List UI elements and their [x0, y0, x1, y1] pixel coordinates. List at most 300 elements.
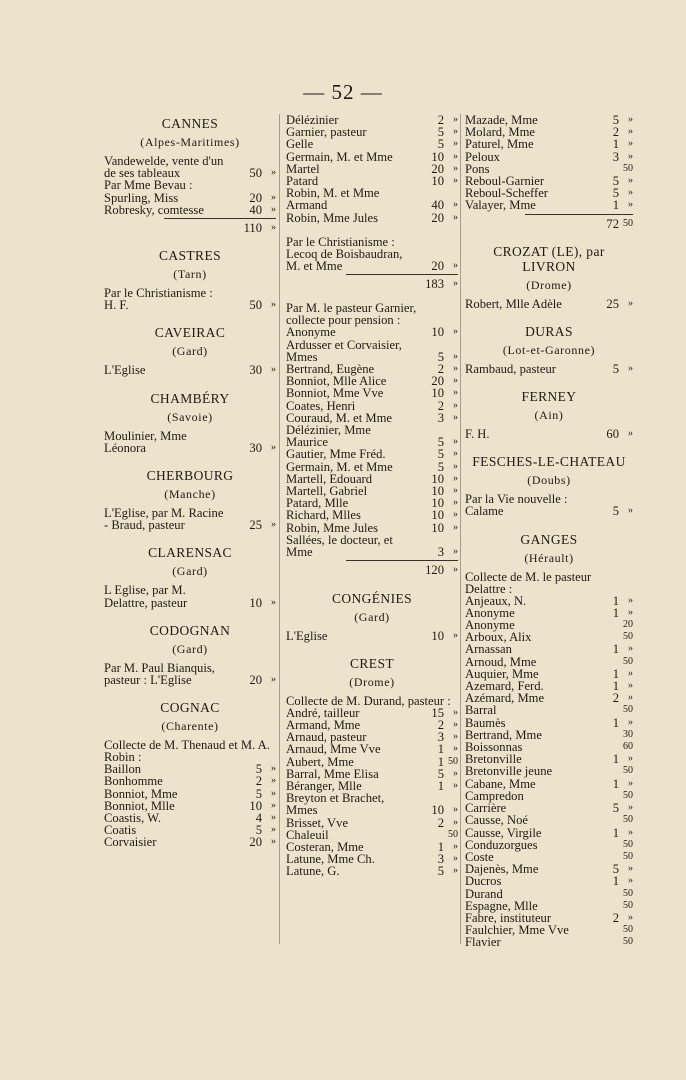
donation-entry [465, 827, 633, 839]
donor-name: Patard [286, 174, 319, 189]
section-title: FERNEY [521, 389, 577, 405]
amount-cents: » [453, 509, 458, 521]
donor-name: Anonyme [465, 605, 515, 620]
donor-name: Bonniot, Mme Vve [286, 386, 384, 401]
section-subtitle: (Ain) [534, 408, 564, 423]
amount-cents: » [453, 743, 458, 755]
total-francs: 120 [425, 563, 444, 578]
amount-cents: » [453, 853, 458, 865]
donor-name: Molard, Mme [465, 125, 535, 140]
amount-francs: 5 [612, 113, 619, 127]
amount-francs: 60 [606, 427, 619, 442]
column-1 [104, 114, 276, 849]
amount-francs: 1 [612, 137, 619, 152]
amount-francs: 5 [437, 447, 444, 462]
section-subtitle: (Doubs) [527, 473, 571, 488]
amount-francs: 4 [255, 811, 262, 826]
donation-entry [286, 151, 458, 163]
section [465, 389, 633, 440]
total-francs: 183 [425, 277, 444, 292]
amount-cents: » [453, 326, 458, 338]
donation-entry [465, 643, 633, 655]
donor-name: Spurling, Miss [104, 190, 179, 205]
donation-entry [465, 814, 633, 826]
amount-cents: » [271, 441, 276, 453]
donation-entry [104, 204, 276, 216]
amount-cents: » [271, 836, 276, 848]
amount-francs: 2 [612, 125, 619, 140]
amount-francs: 10 [431, 471, 444, 486]
amount-francs: 5 [612, 801, 619, 816]
total-cents: » [271, 222, 276, 234]
amount-francs: 10 [431, 628, 444, 643]
donor-name: Bertrand, Eugène [286, 362, 375, 377]
donor-name: Causse, Noé [465, 813, 528, 828]
donor-name: Vandewelde, vente d'un de ses tableaux [104, 154, 224, 181]
amount-francs: 30 [249, 363, 262, 378]
amount-francs: 5 [437, 137, 444, 152]
donation-entry [104, 775, 276, 787]
donor-name: Gelle [286, 137, 314, 152]
total-cents: » [453, 564, 458, 576]
donor-name: Béranger, Mlle [286, 778, 362, 793]
donor-name: Robin, Mme Jules [286, 520, 379, 535]
donation-entry [465, 595, 633, 607]
amount-francs: 25 [606, 296, 619, 311]
collection-intro: Par la Vie nouvelle : [465, 492, 568, 507]
section-subtitle: (Gard) [172, 641, 208, 656]
amount-cents: » [628, 126, 633, 138]
donation-entry [465, 765, 633, 777]
amount-cents: 50 [623, 924, 633, 936]
amount-francs: 1 [612, 776, 619, 791]
amount-francs: 2 [437, 717, 444, 732]
amount-francs: 5 [612, 186, 619, 201]
donor-name: Sallées, le docteur, et Mme [286, 532, 393, 560]
amount-cents: 50 [623, 887, 633, 899]
donor-name: Arnaud, pasteur [286, 730, 367, 745]
donor-name: Bonhomme [104, 774, 163, 789]
donor-name: Bretonville [465, 752, 522, 767]
donor-name: L'Eglise [104, 363, 146, 378]
section [286, 114, 458, 224]
amount-cents: » [271, 824, 276, 836]
donor-name: Par Mme Bevau : [104, 178, 193, 193]
amount-cents: » [271, 596, 276, 608]
amount-francs: 1 [612, 666, 619, 681]
amount-cents: » [453, 460, 458, 472]
section-title: CHAMBÉRY [150, 390, 230, 406]
amount-cents: 50 [623, 655, 633, 667]
donor-name: Martel [286, 161, 320, 176]
amount-cents: 50 [448, 828, 458, 840]
amount-cents: » [628, 875, 633, 887]
section-title: GANGES [520, 531, 578, 547]
amount-francs: 5 [612, 174, 619, 189]
donation-entry [286, 326, 458, 338]
amount-francs: 20 [431, 210, 444, 225]
column-divider [460, 114, 461, 944]
donation-entry [465, 888, 633, 900]
donation-entry [286, 212, 458, 224]
donor-name: Latune, G. [286, 864, 340, 879]
amount-francs: 20 [249, 835, 262, 850]
amount-francs: 3 [437, 410, 444, 425]
amount-cents: » [628, 692, 633, 704]
donor-name: Fabre, instituteur [465, 910, 552, 925]
amount-cents: » [271, 775, 276, 787]
donor-name: Brisset, Vve [286, 815, 349, 830]
amount-cents: » [453, 199, 458, 211]
donor-name: Armand, Mme [286, 717, 361, 732]
collection-intro: Collecte de M. Durand, pasteur : [286, 693, 451, 708]
amount-cents: » [628, 643, 633, 655]
amount-francs: 1 [612, 874, 619, 889]
donation-entry [286, 630, 458, 642]
amount-francs: 5 [437, 349, 444, 364]
amount-francs: 5 [255, 823, 262, 838]
amount-cents: » [628, 175, 633, 187]
donor-name: Costeran, Mme [286, 839, 364, 854]
donor-name: Barral, Mme Elisa [286, 766, 379, 781]
amount-francs: 5 [437, 864, 444, 879]
donor-name: L'Eglise, par M. Racine - Braud, pasteur [104, 506, 224, 533]
section-subtitle: (Drome) [349, 674, 395, 689]
amount-cents: » [628, 114, 633, 125]
amount-francs: 10 [431, 484, 444, 499]
amount-cents: » [628, 826, 633, 838]
donor-name: Corvaisier [104, 835, 157, 850]
section-total [164, 218, 276, 234]
donation-entry [465, 875, 633, 887]
amount-francs: 10 [431, 520, 444, 535]
donor-name: Robin, M. et Mme Armand [286, 186, 380, 213]
amount-cents: 50 [623, 850, 633, 862]
amount-cents: » [453, 840, 458, 852]
donation-entry [104, 430, 276, 454]
amount-francs: 30 [249, 440, 262, 455]
donor-name: Peloux [465, 149, 500, 164]
amount-francs: 5 [437, 459, 444, 474]
donation-entry [286, 448, 458, 460]
amount-cents: » [453, 865, 458, 877]
amount-francs: 2 [437, 398, 444, 413]
section-title: CAVEIRAC [154, 325, 226, 341]
amount-cents: » [628, 150, 633, 162]
amount-cents: 60 [623, 741, 633, 753]
amount-francs: 5 [612, 504, 619, 519]
amount-cents: » [453, 816, 458, 828]
amount-francs: 10 [431, 386, 444, 401]
amount-cents: » [453, 375, 458, 387]
amount-francs: 10 [249, 798, 262, 813]
donor-name: Coatis [104, 823, 137, 838]
donor-name: Patard, Mlle [286, 496, 349, 511]
collection-intro: Par M. le pasteur Garnier, collecte pour pension : [286, 301, 417, 328]
amount-cents: » [628, 428, 633, 440]
donor-name: Par M. Paul Bianquis, pasteur : L'Eglise [104, 660, 215, 688]
amount-cents: » [453, 448, 458, 460]
section [104, 700, 276, 848]
amount-francs: 20 [431, 259, 444, 274]
amount-francs: 5 [612, 862, 619, 877]
donation-entry [104, 192, 276, 204]
donation-entry [286, 387, 458, 399]
amount-francs: 3 [437, 545, 444, 560]
donor-name: Boissonnas [465, 740, 523, 755]
section [104, 623, 276, 686]
amount-francs: 1 [437, 778, 444, 793]
amount-cents: » [453, 706, 458, 718]
section-title: CREST [349, 655, 394, 671]
amount-cents: » [453, 260, 458, 272]
amount-francs: 10 [431, 496, 444, 511]
section [465, 244, 633, 310]
donor-name: Dajenès, Mme [465, 862, 539, 877]
section-subtitle: (Gard) [354, 609, 390, 624]
amount-francs: 3 [437, 730, 444, 745]
donation-entry [286, 756, 458, 768]
section-title: CONGÉNIES [331, 590, 413, 606]
donor-name: Couraud, M. et Mme [286, 410, 392, 425]
amount-cents: » [453, 138, 458, 150]
section [104, 325, 276, 376]
amount-cents: » [271, 763, 276, 775]
amount-cents: » [628, 911, 633, 923]
donor-name: Coates, Henri [286, 398, 356, 413]
donor-name: Anonyme [286, 325, 336, 340]
amount-francs: 2 [612, 691, 619, 706]
amount-cents: » [628, 505, 633, 517]
amount-cents: 50 [623, 704, 633, 716]
amount-francs: 5 [255, 762, 262, 777]
donor-name: André, tailleur [286, 705, 360, 720]
amount-cents: » [628, 199, 633, 211]
donation-entry [286, 817, 458, 829]
amount-francs: 3 [437, 852, 444, 867]
amount-cents: 50 [448, 755, 458, 767]
column-2 [286, 114, 458, 878]
amount-francs: 1 [612, 642, 619, 657]
amount-francs: 15 [431, 705, 444, 720]
donation-entry [286, 743, 458, 755]
amount-cents: 50 [623, 789, 633, 801]
amount-cents: » [453, 363, 458, 375]
donation-entry [465, 298, 633, 310]
amount-cents: » [271, 787, 276, 799]
amount-francs: 1 [437, 742, 444, 757]
amount-cents: » [271, 191, 276, 203]
amount-cents: » [271, 812, 276, 824]
section [286, 236, 458, 291]
donor-name: Arnaud, Mme Vve [286, 742, 381, 757]
donation-entry [104, 364, 276, 376]
section [465, 532, 633, 949]
amount-cents: » [453, 175, 458, 187]
amount-cents: » [453, 126, 458, 138]
amount-cents: 30 [623, 728, 633, 740]
donor-name: Robin, Mme Jules [286, 210, 379, 225]
amount-cents: » [453, 779, 458, 791]
donor-name: Martell, Edouard [286, 471, 373, 486]
donor-name: Mazade, Mme [465, 113, 538, 127]
amount-cents: » [628, 606, 633, 618]
amount-francs: 10 [431, 325, 444, 340]
amount-cents: » [628, 667, 633, 679]
amount-cents: » [271, 519, 276, 531]
amount-francs: 5 [612, 362, 619, 377]
donation-entry [104, 179, 276, 191]
donor-name: Chaleuil [286, 827, 329, 842]
donation-entry [104, 155, 276, 179]
amount-cents: » [453, 399, 458, 411]
amount-francs: 1 [612, 752, 619, 767]
amount-cents: 50 [623, 162, 633, 174]
donation-entry [465, 505, 633, 517]
amount-francs: 1 [612, 593, 619, 608]
amount-francs: 25 [249, 518, 262, 533]
donor-name: Flavier [465, 935, 501, 950]
section [465, 454, 633, 517]
amount-francs: 10 [431, 508, 444, 523]
donation-entry [465, 428, 633, 440]
donation-entry [286, 138, 458, 150]
donor-name: Délézinier, Mme Maurice [286, 423, 371, 450]
amount-cents: » [453, 546, 458, 558]
amount-cents: » [628, 716, 633, 728]
donor-name: Gautier, Mme Fréd. [286, 447, 386, 462]
amount-francs: 1 [612, 198, 619, 213]
section-total [346, 560, 458, 576]
donor-name: F. H. [465, 427, 490, 442]
amount-cents: » [453, 114, 458, 125]
donation-entry [104, 836, 276, 848]
column-3 [465, 114, 633, 949]
donor-name: Espagne, Mlle [465, 898, 538, 913]
amount-cents: » [628, 187, 633, 199]
donor-name: Coste [465, 849, 494, 864]
section-subtitle: (Hérault) [524, 550, 574, 565]
amount-francs: 5 [437, 766, 444, 781]
section-subtitle: (Gard) [172, 344, 208, 359]
donor-name: Anonyme [465, 618, 515, 633]
donor-name: Moulinier, Mme Léonora [104, 428, 187, 455]
amount-cents: » [453, 485, 458, 497]
section-title: CLARENSAC [148, 545, 232, 561]
amount-cents: » [628, 753, 633, 765]
amount-francs: 20 [249, 190, 262, 205]
amount-cents: » [453, 521, 458, 533]
amount-francs: 5 [437, 125, 444, 140]
donor-name: Bretonville jeune [465, 764, 553, 779]
donation-entry [465, 363, 633, 375]
amount-francs: 2 [612, 910, 619, 925]
donor-name: Bonniot, Mlle [104, 798, 175, 813]
section [465, 324, 633, 375]
donation-entry [286, 534, 458, 558]
amount-francs: 40 [431, 198, 444, 213]
amount-cents: » [453, 472, 458, 484]
donation-entry [104, 584, 276, 608]
amount-francs: 1 [437, 839, 444, 854]
amount-cents: » [453, 411, 458, 423]
donor-name: Breyton et Brachet, Mmes [286, 791, 385, 818]
donation-entry [286, 339, 458, 363]
donor-name: Bertrand, Mme [465, 727, 542, 742]
donor-name: H. F. [104, 298, 129, 313]
section-subtitle: (Charente) [161, 719, 219, 734]
amount-cents: » [453, 162, 458, 174]
donor-name: Conduzorgues [465, 837, 538, 852]
section [104, 468, 276, 531]
donor-name: Rambaud, pasteur [465, 362, 556, 377]
section-subtitle: (Gard) [172, 564, 208, 579]
section [104, 248, 276, 311]
amount-francs: 2 [437, 815, 444, 830]
amount-francs: 10 [431, 174, 444, 189]
donor-name: L Eglise, par M. Delattre, pasteur [104, 583, 188, 610]
total-francs: 72 [606, 216, 619, 231]
donation-entry [465, 151, 633, 163]
section-title: CROZAT (LE), par LIVRON [493, 243, 605, 274]
amount-francs: 2 [437, 113, 444, 127]
donor-name: Ardusser et Corvaisier, Mmes [286, 337, 402, 364]
amount-francs: 20 [431, 161, 444, 176]
amount-cents: » [453, 731, 458, 743]
amount-francs: 50 [249, 166, 262, 181]
amount-francs: 1 [437, 754, 444, 769]
donor-name: Cabane, Mme [465, 776, 536, 791]
donor-name: Campredon [465, 788, 524, 803]
amount-cents: » [271, 167, 276, 179]
amount-cents: » [271, 799, 276, 811]
amount-francs: 5 [255, 786, 262, 801]
amount-francs: 1 [612, 715, 619, 730]
amount-francs: 20 [431, 374, 444, 389]
collection-intro: Collecte de M. Thenaud et M. A. Robin : [104, 738, 270, 765]
amount-cents: 50 [623, 899, 633, 911]
donor-name: Coastis, W. [104, 811, 162, 826]
section [104, 391, 276, 454]
donor-name: Arboux, Alix [465, 630, 532, 645]
amount-cents: » [628, 594, 633, 606]
donor-name: Durand [465, 886, 503, 901]
donor-name: Robert, Mlle Adèle [465, 296, 562, 311]
section-title: CODOGNAN [149, 622, 231, 638]
amount-cents: » [271, 203, 276, 215]
page-number: — 52 — [303, 80, 383, 104]
amount-cents: » [628, 297, 633, 309]
amount-cents: » [453, 718, 458, 730]
amount-cents: » [453, 436, 458, 448]
donor-name: Germain, M. et Mme [286, 459, 393, 474]
donor-name: Baumès [465, 715, 506, 730]
amount-cents: 50 [623, 936, 633, 948]
donor-name: Garnier, pasteur [286, 125, 367, 140]
section-subtitle: (Drome) [526, 277, 572, 292]
amount-cents: » [628, 363, 633, 375]
amount-cents: » [453, 150, 458, 162]
amount-francs: 20 [249, 673, 262, 688]
amount-cents: » [453, 211, 458, 223]
donation-entry [286, 424, 458, 448]
amount-cents: » [453, 629, 458, 641]
section-title: DURAS [525, 324, 573, 340]
section [104, 545, 276, 608]
total-cents: 50 [623, 217, 633, 229]
donation-entry [286, 187, 458, 211]
section [286, 656, 458, 878]
